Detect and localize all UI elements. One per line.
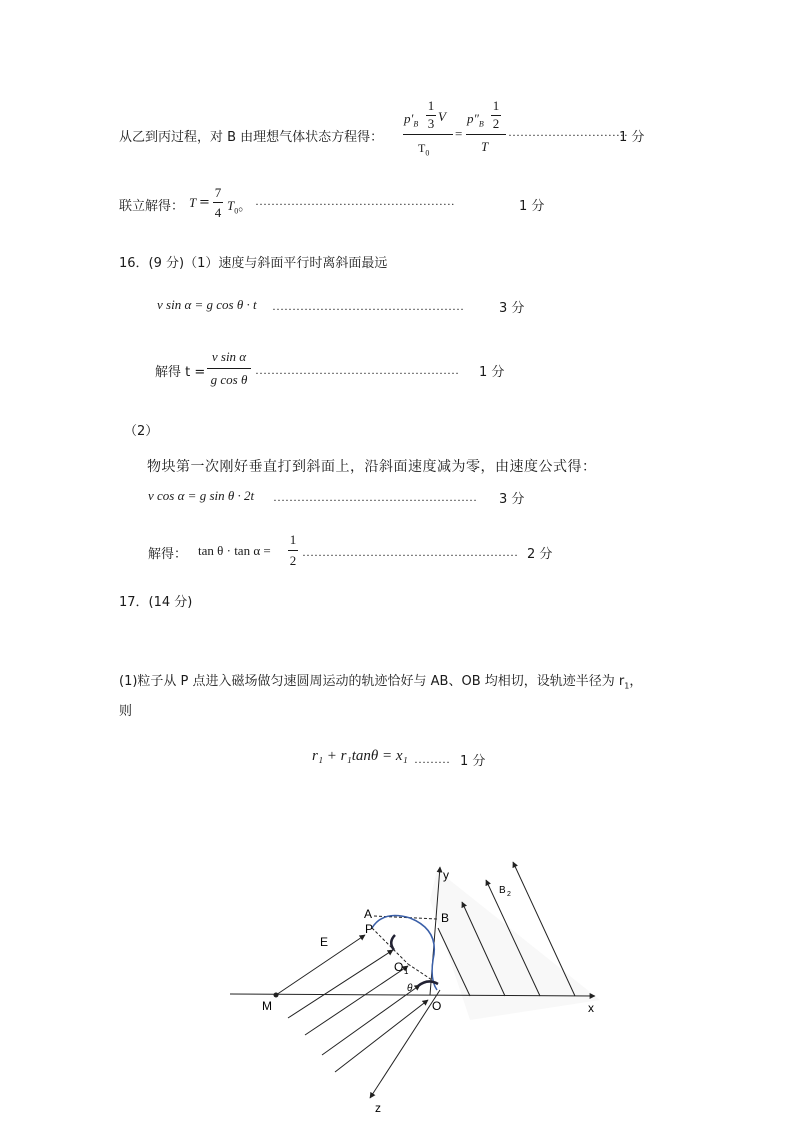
label-E: E bbox=[320, 935, 329, 949]
label-O1: O bbox=[394, 960, 404, 974]
line2-eq: = bbox=[199, 195, 210, 210]
label-B2: B bbox=[499, 885, 506, 896]
line2-prefix: 联立解得： bbox=[119, 199, 185, 214]
e-line-3 bbox=[305, 966, 408, 1035]
label-O1-sub: 1 bbox=[404, 967, 409, 976]
q16-sol2-num: 1 bbox=[289, 532, 297, 547]
q16-sol-den: g cos θ bbox=[210, 372, 248, 387]
q16-eq1-dots: ………………………………………… bbox=[272, 299, 464, 313]
q16-eq2-score: 3 分 bbox=[499, 492, 525, 507]
q16-sol-prefix: 解得 t = bbox=[155, 365, 206, 380]
q17-eq: r₁ + r₁tanθ = x₁ bbox=[312, 748, 408, 764]
t0-left: T bbox=[418, 141, 426, 155]
q16-eq2-dots: …………………………………………… bbox=[273, 490, 477, 504]
e-line-2 bbox=[288, 950, 393, 1018]
q16-sol2-eq: tan θ · tan α = bbox=[198, 543, 271, 558]
z-axis bbox=[370, 990, 440, 1098]
line1-dots: ······························ bbox=[508, 128, 628, 142]
line1-score: 1 分 bbox=[619, 130, 645, 145]
angle-mark-1 bbox=[391, 935, 395, 950]
equals-1: = bbox=[455, 126, 463, 141]
frac-7: 7 bbox=[214, 185, 222, 200]
point-M bbox=[274, 993, 279, 998]
q16-sol2-dots: ……………………………………………… bbox=[302, 545, 518, 559]
q17-p1: (1)粒子从 P 点进入磁场做匀速圆周运动的轨迹恰好与 AB、OB 均相切，设轨迹半径为 r bbox=[119, 674, 625, 689]
q16-sol2-prefix: 解得： bbox=[148, 547, 188, 562]
line1-text: 从乙到丙过程，对 B 由理想气体状态方程得： bbox=[119, 130, 384, 145]
frac-1-3-num: 1 bbox=[427, 98, 435, 113]
label-P: P bbox=[365, 922, 374, 936]
q16-sol-score: 1 分 bbox=[479, 365, 505, 380]
frac-1-2-den: 2 bbox=[492, 116, 500, 131]
q17-p1-line2: 则 bbox=[119, 704, 133, 719]
label-O: O bbox=[432, 999, 442, 1013]
t-right: T bbox=[481, 139, 489, 154]
q17-eq-dots: ……… bbox=[414, 752, 450, 766]
shaded-region bbox=[430, 870, 600, 1020]
p-double-prime: p″ bbox=[467, 111, 479, 126]
label-B2-sub: 2 bbox=[507, 891, 511, 898]
q16-sol2-den: 2 bbox=[289, 553, 297, 568]
frac-1-3-den: 3 bbox=[427, 116, 435, 131]
frac-4: 4 bbox=[214, 205, 222, 220]
label-y: y bbox=[443, 868, 449, 882]
q16-sol-num: v sin α bbox=[211, 349, 247, 364]
p-prime: p′ bbox=[404, 111, 414, 126]
line2-score: 1 分 bbox=[519, 199, 545, 214]
q16-eq2: v cos α = g sin θ · 2t bbox=[148, 488, 255, 503]
line2-T0: T bbox=[227, 198, 235, 213]
line2-T: T bbox=[189, 195, 197, 210]
volume-v: V bbox=[438, 109, 446, 124]
label-theta: θ bbox=[407, 983, 413, 994]
label-B: B bbox=[441, 911, 450, 925]
q16-part2-text: 物块第一次刚好垂直打到斜面上，沿斜面速度减为零，由速度公式得： bbox=[147, 459, 597, 475]
q17-eq-score: 1 分 bbox=[460, 754, 486, 769]
p-sub: B bbox=[413, 119, 419, 129]
field-diagram bbox=[220, 860, 610, 1122]
q16-heading: 16．(9 分)（1）速度与斜面平行时离斜面最远 bbox=[119, 256, 388, 271]
q16-sol-dots: …………………………………………… bbox=[255, 363, 459, 377]
e-field-lines bbox=[276, 935, 428, 1072]
line2-dots: ·················································· bbox=[255, 197, 455, 211]
q16-eq1-score: 3 分 bbox=[499, 301, 525, 316]
q16-sol2-score: 2 分 bbox=[527, 547, 553, 562]
label-x: x bbox=[588, 1001, 594, 1015]
q16-part2: （2） bbox=[124, 424, 159, 439]
label-z: z bbox=[375, 1101, 381, 1115]
dashed-radius bbox=[372, 928, 408, 964]
particle-trajectory bbox=[372, 916, 437, 990]
label-M: M bbox=[262, 999, 272, 1013]
frac-1-2-num: 1 bbox=[492, 98, 500, 113]
q16-eq1: v sin α = g cos θ · t bbox=[157, 297, 257, 312]
label-A: A bbox=[364, 907, 373, 921]
q17-heading: 17．(14 分) bbox=[119, 595, 193, 610]
